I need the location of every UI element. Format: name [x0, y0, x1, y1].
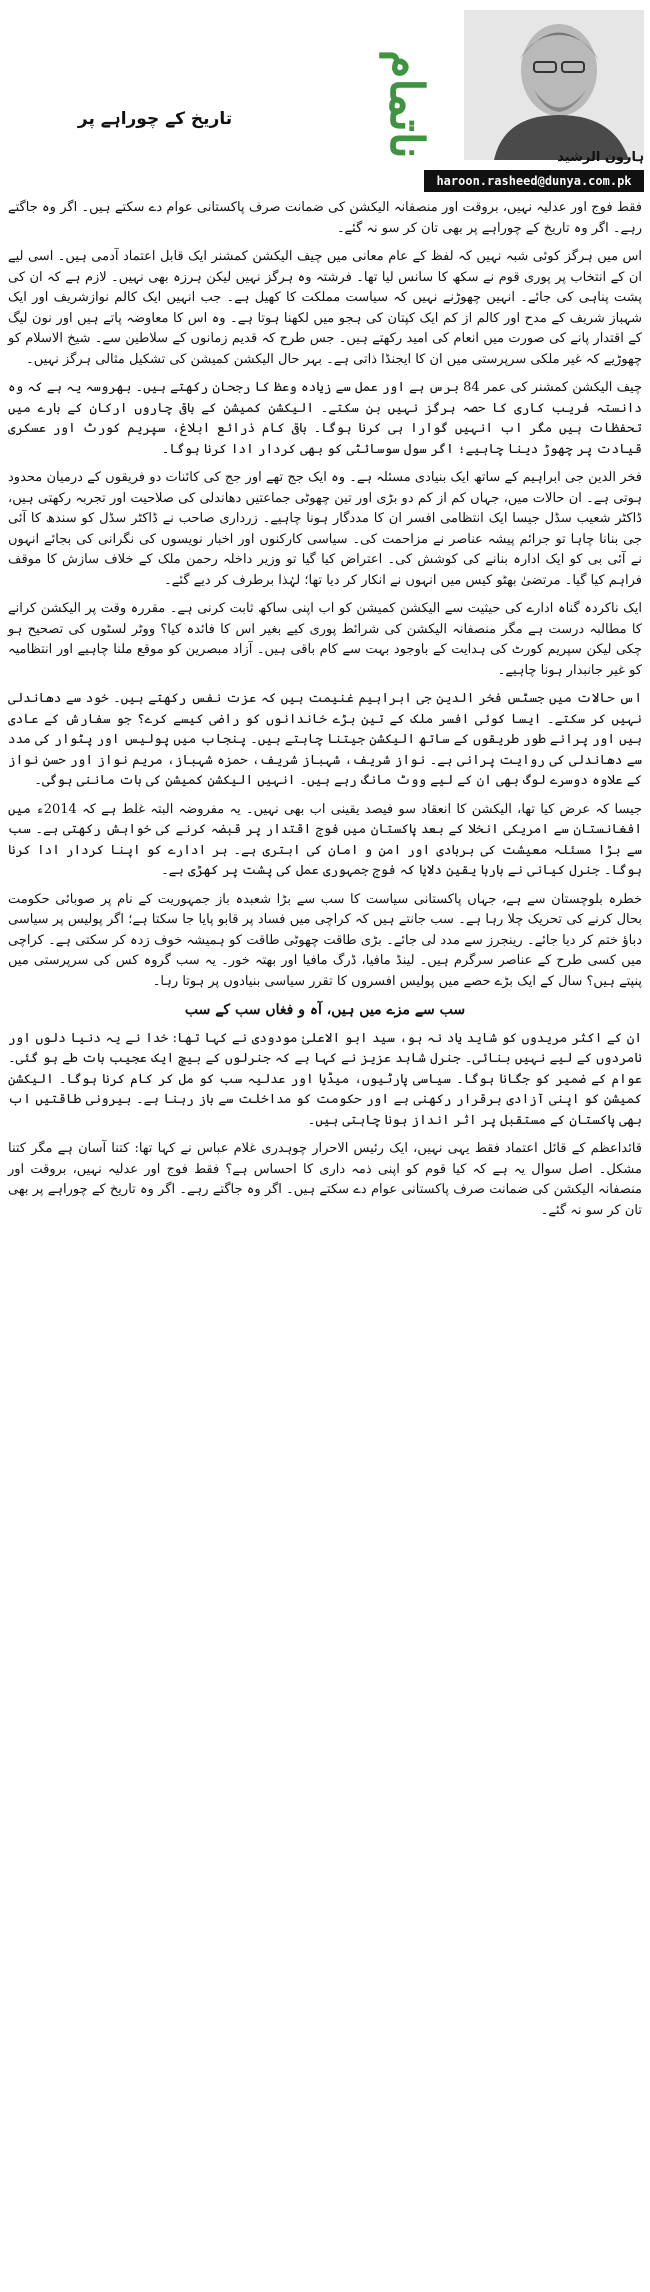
- article-headline: تاریخ کے چوراہے پر: [77, 109, 233, 129]
- paragraph: فخر الدین جی ابراہیم کے ساتھ ایک بنیادی مسئلہ ہے۔ وہ ایک جج تھے اور جج کی کائنات دو فریقوں کے درمیان محدود ہوتی ہے۔ ان حالات میں، جہاں کم از کم دو بڑی اور تین چھوٹی جماعتیں دھاندلی کی صلاحیت اور تجربہ رکھتی ہیں، ڈاکٹر شعیب سڈل جیسا ایک انتظامی افسر ان کا مددگار ہونا چاہیے۔ زرداری صاحب نے ڈاکٹر سڈل کو سندھ کا آئی جی بنانا چاہا تو جرائم پیشہ عناصر نے مزاحمت کی۔ سیاسی کارکنوں اور اخبار نویسوں کی نگرانی کی بجائے انہوں نے آئی بی کو ایک ادارہ بنانے کی کوشش کی۔ اعتراض کیا گیا تو وزیر داخلہ رحمن ملک کے خلاف سازش کا موقف فراہم کیا گیا۔ مرتضیٰ بھٹو کیس میں انہوں نے انکار کر دیا تھا؛ لہٰذا برطرف کر دیے گئے۔: [8, 470, 642, 588]
- paragraph: ایک ناکردہ گناہ ادارے کی حیثیت سے الیکشن کمیشن کو اب اپنی ساکھ ثابت کرنی ہے۔ مقررہ وقت پر الیکشن کرانے کا مطالبہ درست ہے مگر منصفانہ الیکشن کی شرائط پوری کیے بغیر اس کا فائدہ کیا؟ ووٹر لسٹوں کی تصحیح ہو چکی لیکن سپریم کورٹ کی ہدایت کے باوجود بہت سے کام باقی ہیں۔ آزاد مبصرین کو موقع ملنا چاہیے اور انتظامیہ کو غیر جانبدار ہونا چاہیے۔: [8, 601, 642, 678]
- author-email: haroon.rasheed@dunya.com.pk: [424, 170, 644, 192]
- paragraph: اس میں ہرگز کوئی شبہ نہیں کہ لفظ کے عام معانی میں چیف الیکشن کمشنر ایک قابل اعتماد آدمی ہیں۔ اسی لیے ان کے انتخاب پر پوری قوم نے سکھ کا سانس لیا تھا۔ فرشتہ وہ ہرگز نہیں لیکن ہرزہ بھی نہیں۔ لازم ہے کہ ان کی پشت پناہی کی جائے۔ انہیں چھوڑنے نہیں کہ سیاست مملکت کا کھیل ہے۔ جب انہیں ایک کالم نوازشریف اور ایک شہباز شریف کے مدح اور کالم از کم ایک کپتان کی ہجو میں لکھنا ہوتا ہے۔ وہ اس کا معاوضہ پاتے ہیں اور نون لیگ کے اقتدار پانے کی صورت میں انعام کی امید رکھتے ہیں۔ جس طرح کہ قدیم زمانوں کے سلاطین سے۔ شیخ الاسلام کو چھوڑیے کہ غیر ملکی سرپرستی میں ان کا ایجنڈا ذاتی ہے۔ بہر حال الیکشن کمیشن کی تشکیل مثالی ہرگز نہیں۔: [8, 249, 642, 367]
- column-title: ناتمام: [380, 50, 434, 159]
- paragraph: ان کے اکثر مریدوں کو شاید یاد نہ ہو، سید ابو الاعلیٰ مودودی نے کہا تھا: خدا نے یہ دنیا دلوں اور نامردوں کے لیے نہیں بنائی۔ جنرل شاہد عزیز نے کہا ہے کہ جنرلوں کے بیچ ایک عجیب بات طے ہو گئی۔ عوام کے ضمیر کو جگانا ہوگا۔ سیاسی پارٹیوں، میڈیا اور عدلیہ سب کو مل کر کام کرنا ہوگا۔ الیکشن کمیشن کو اپنی آزادی برقرار رکھنی ہے اور حکومت کو مداخلت سے باز رہنا ہے۔ بیرونی طاقتیں اب بھی پاکستان کے مستقبل پر اثر انداز ہونا چاہتی ہیں۔: [8, 1030, 642, 1128]
- author-photo: [464, 10, 644, 160]
- column-masthead: [0, 0, 650, 200]
- author-name: ہارون الرشید: [557, 150, 644, 165]
- paragraph: چیف الیکشن کمشنر کی عمر 84 برس ہے اور عمل سے زیادہ وعظ کا رجحان رکھتے ہیں۔ بھروسہ یہ ہے کہ وہ دانستہ فریب کاری کا حصہ ہرگز نہیں بن سکتے۔ الیکشن کمیشن کے باقی چاروں ارکان کے بارے میں تحفظات ہیں مگر اب انہیں گوارا ہی کرنا ہوگا۔ باقی کام ذرائع ابلاغ، سپریم کورٹ اور عسکری قیادت پر چھوڑ دینا چاہیے؛ اگر سول سوسائٹی کو بھی کردار ادا کرنا ہوگا۔: [8, 380, 642, 457]
- paragraph: قائداعظم کے قائل اعتماد فقط یہی نہیں، ایک رئیس الاحرار چوہدری غلام عباس نے کہا تھا: کتنا آسان ہے مگر کتنا مشکل۔ اصل سوال یہ ہے کہ کیا قوم کو اپنی ذمہ داری کا احساس ہے؟ فقط فوج اور عدلیہ نہیں، بروقت اور منصفانہ الیکشن کی ضمانت صرف پاکستانی عوام دے سکتے ہیں۔ اگر وہ جاگتے رہے۔ اگر وہ تاریخ کے چوراہے پر بھی تان کر سو نہ گئے۔: [8, 1141, 642, 1218]
- paragraph: فقط فوج اور عدلیہ نہیں، بروقت اور منصفانہ الیکشن کی ضمانت صرف پاکستانی عوام دے سکتے ہیں۔ اگر وہ جاگتے رہے۔ اگر وہ تاریخ کے چوراہے پر بھی تان کر سو نہ گئے۔: [8, 200, 642, 236]
- poem-verse: سب سے مزے میں ہیں، آہ و فغاں سب کے سب: [184, 1002, 466, 1018]
- article-body: [8, 198, 642, 1229]
- paragraph: جیسا کہ عرض کیا تھا، الیکشن کا انعقاد سو فیصد یقینی اب بھی نہیں۔ یہ مفروضہ البتہ غلط ہے کہ 2014ء میں افغانستان سے امریکی انخلا کے بعد پاکستان میں فوج اقتدار پر قبضہ کرنے کی خواہش رکھتی ہے۔ سب سے بڑا مسئلہ معیشت کی بربادی اور امن و امان کی ابتری ہے۔ ہر ادارے کو اپنا کردار ادا کرنا ہوگا۔ جنرل کیانی نے بارہا یقین دلایا کہ فوج جمہوری عمل کی پشت پر کھڑی ہے۔: [8, 801, 642, 878]
- paragraph: اس حالات میں جسٹس فخر الدین جی ابراہیم غنیمت ہیں کہ عزت نفس رکھتے ہیں۔ خود سے دھاندلی نہیں کر سکتے۔ ایسا کوئی افسر ملک کے تین بڑے خاندانوں کو راضی کیسے کرے؟ جو سفارش کے عادی ہیں اور پرانے طور طریقوں کے ساتھ الیکشن جیتنا چاہتے ہیں۔ پنجاب میں پولیس اور پٹوار کی مدد سے دھاندلی کی روایت پرانی ہے۔ نواز شریف، شہباز شریف، حمزہ شہباز، مریم نواز اور حسن نواز کے علاوہ دوسرے لوگ بھی ان کے لیے ووٹ مانگ رہے ہیں۔ انہیں الیکشن کمیشن کی بات ماننی ہوگی۔: [8, 691, 642, 788]
- paragraph: خطرہ بلوچستان سے ہے، جہاں پاکستانی سیاست کا سب سے بڑا شعبدہ باز جمہوریت کے نام پر صوبائی حکومت بحال کرنے کی تحریک چلا رہا ہے۔ سب جانتے ہیں کہ کراچی میں فساد پر قابو پایا جا سکتا ہے؛ اگر پولیس پر سیاسی دباؤ ختم کر دیا جائے۔ رینجرز سے مدد لی جائے۔ بڑی طاقت چھوٹی طاقت کو ہمیشہ خوف زدہ کر سکتی ہے۔ کراچی میں کسی طرح کے عناصر سرگرم ہیں۔ لینڈ مافیا، ڈرگ مافیا اور بھتہ خور۔ یہ سب گروہ کس کی سرپرستی میں پنپتے ہیں؟ سال کے ایک بڑے حصے میں پولیس افسروں کا تقرر سیاسی بنیادوں پر ہوتا رہا۔: [8, 891, 642, 989]
